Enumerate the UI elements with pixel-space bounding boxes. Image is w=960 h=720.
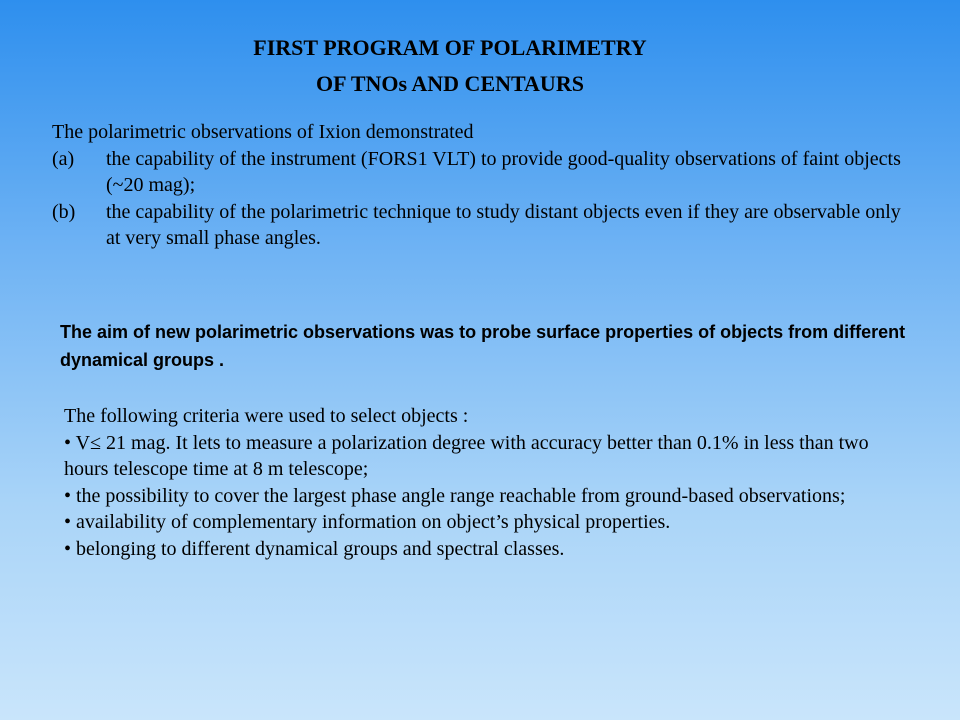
criteria-bullet: • the possibility to cover the largest phase angle range reachable from ground-based observations; bbox=[64, 484, 846, 507]
intro-lead: The polarimetric observations of Ixion demonstrated bbox=[52, 121, 474, 143]
item-label: (a) bbox=[52, 147, 75, 170]
criteria-section bbox=[64, 403, 914, 562]
slide-title bbox=[0, 30, 930, 102]
intro-item-b bbox=[52, 199, 912, 252]
title-line-1: FIRST PROGRAM OF POLARIMETRY bbox=[253, 35, 647, 60]
intro-item-a bbox=[52, 146, 912, 199]
item-label: (b) bbox=[52, 200, 76, 223]
criteria-bullet: • V≤ 21 mag. It lets to measure a polarization degree with accuracy better than 0.1% in less than two hours telescope time at 8 m telescope; bbox=[64, 431, 869, 480]
criteria-bullet: • belonging to different dynamical groups and spectral classes. bbox=[64, 537, 565, 560]
title-line-2: OF TNOs AND CENTAURS bbox=[316, 71, 584, 96]
intro-section bbox=[52, 119, 912, 252]
aim-statement: The aim of new polarimetric observations was to probe surface properties of objects from different dynamical groups . bbox=[60, 322, 906, 370]
item-text: the capability of the instrument (FORS1 VLT) to provide good-quality observations of faint objects (~20 mag); bbox=[106, 147, 901, 196]
criteria-bullet: • availability of complementary information on object’s physical properties. bbox=[64, 511, 671, 533]
criteria-lead: The following criteria were used to select objects : bbox=[64, 405, 469, 427]
item-text: the capability of the polarimetric technique to study distant objects even if they are observable only at very small phase angles. bbox=[106, 200, 901, 249]
